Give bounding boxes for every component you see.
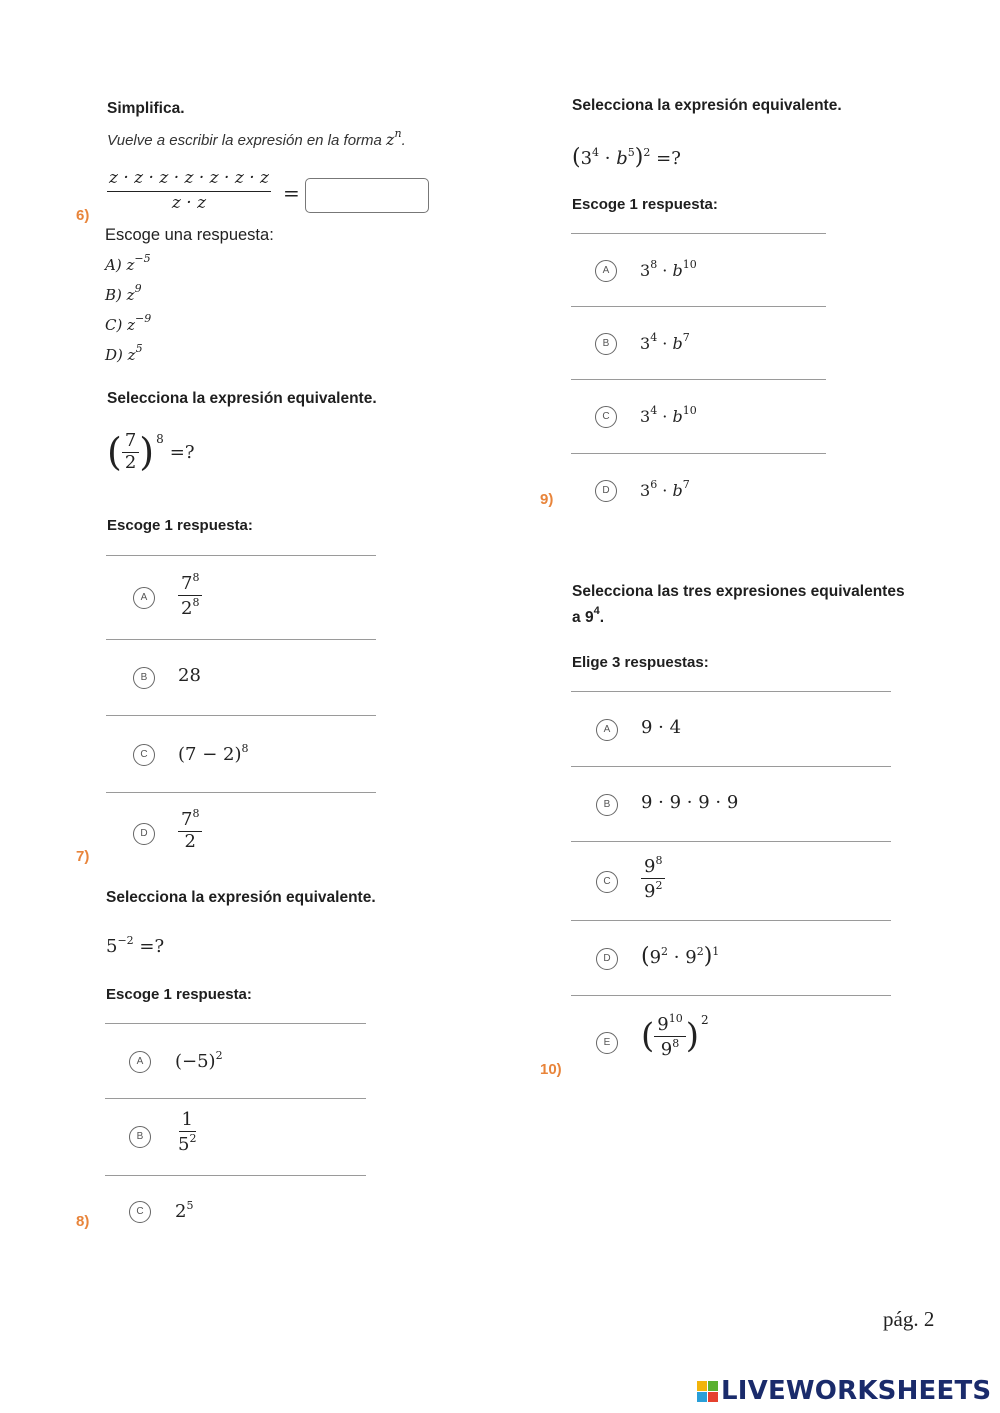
exponent-2: 7 (682, 478, 690, 491)
liveworksheets-logo (697, 1376, 991, 1406)
numerator-base: 7 (181, 809, 193, 830)
logo-tile (708, 1381, 718, 1391)
form-base: z (386, 130, 395, 149)
equals-sign: = (283, 181, 300, 205)
option-d[interactable] (105, 337, 151, 367)
option-base: (−5) (175, 1051, 216, 1072)
page-number: pág. 2 (883, 1307, 935, 1331)
exponent: −2 (117, 934, 134, 947)
question-number: 9) (540, 491, 554, 508)
divider (571, 841, 891, 842)
fraction-numerator: z · z · z · z · z · z · z (107, 170, 271, 192)
numerator-exponent: 10 (668, 1012, 683, 1025)
divider (571, 920, 891, 921)
divider (571, 233, 826, 234)
option-c[interactable] (105, 307, 151, 337)
right-paren: ) (634, 145, 644, 170)
base: 5 (106, 936, 118, 957)
dot: · (662, 407, 668, 426)
option-letter-circle[interactable]: B (596, 794, 618, 816)
option-letter-circle[interactable]: C (595, 406, 617, 428)
divider (105, 1098, 366, 1099)
base-2: 9 (685, 947, 697, 968)
option-letter: B) (105, 286, 122, 304)
option-expression (178, 572, 202, 619)
denominator-exponent: 8 (672, 1036, 680, 1050)
question-number: 10) (540, 1061, 562, 1078)
numerator: 1 (179, 1111, 196, 1132)
option-expression (640, 331, 690, 353)
title-prefix: a (572, 609, 581, 626)
divider (105, 1023, 366, 1024)
option-letter-circle[interactable]: D (133, 823, 155, 845)
answer-input-box[interactable] (305, 178, 429, 213)
logo-tile (697, 1381, 707, 1391)
option-base: z (127, 346, 136, 364)
denominator-base: 9 (644, 880, 656, 902)
equals-question: =? (656, 148, 681, 169)
instruction-text: Vuelve a escribir la expresión en la forma (107, 132, 382, 149)
option-expression (175, 1049, 223, 1072)
question-title: Selecciona la expresión equivalente. (572, 97, 842, 114)
option-base: z (126, 256, 135, 274)
answer-prompt: Escoge 1 respuesta: (106, 986, 252, 1003)
numerator-base: 9 (657, 1014, 669, 1035)
logo-tile (708, 1392, 718, 1402)
option-expression (178, 742, 248, 765)
dot: · (604, 148, 611, 169)
option-letter-circle[interactable]: B (595, 333, 617, 355)
dot: · (662, 261, 668, 280)
exponent-2: 10 (682, 404, 697, 417)
divider (105, 1175, 366, 1176)
power: 8 (156, 432, 164, 446)
question-title: Selecciona las tres expresiones equivalentes (572, 583, 905, 600)
title-end: . (599, 609, 604, 626)
answer-prompt: Escoge una respuesta: (105, 226, 274, 244)
question-expression (572, 145, 681, 170)
base-1: 3 (640, 481, 651, 500)
option-b[interactable] (105, 277, 151, 307)
option-letter-circle[interactable]: B (129, 1126, 151, 1148)
option-letter-circle[interactable]: D (596, 948, 618, 970)
fraction-denominator: z · z (171, 192, 207, 213)
exponent-2: 10 (682, 258, 697, 271)
denominator: 2 (184, 830, 196, 852)
question-number: 6) (76, 207, 90, 224)
denominator-base: 5 (178, 1133, 190, 1155)
logo-text: LIVEWORKSHEETS (721, 1376, 992, 1406)
option-expression (641, 855, 665, 902)
fraction (107, 170, 271, 213)
denominator-base: 2 (181, 597, 193, 619)
logo-tile (697, 1392, 707, 1402)
fraction (178, 808, 202, 852)
numerator-base: 7 (181, 573, 193, 594)
divider (106, 715, 376, 716)
option-expression (175, 1199, 193, 1222)
option-exponent: −9 (135, 312, 152, 325)
numerator-exponent: 8 (192, 571, 200, 584)
dot: · (662, 481, 668, 500)
exponent: 4 (593, 605, 600, 617)
option-expression (640, 258, 697, 280)
numerator-exponent: 8 (655, 854, 663, 867)
fraction (122, 432, 139, 473)
question-instruction (107, 127, 406, 149)
base: 9 (584, 609, 594, 626)
left-paren: ( (572, 145, 581, 170)
left-paren: ( (107, 430, 122, 475)
answer-prompt: Escoge 1 respuesta: (572, 196, 718, 213)
form-expression (386, 127, 402, 149)
option-expression (178, 808, 202, 852)
option-letter: A) (105, 256, 122, 274)
option-expression (641, 1013, 709, 1060)
option-expression: 9 · 4 (641, 717, 682, 738)
divider (571, 379, 826, 380)
option-expression (641, 944, 719, 969)
exponent-1: 6 (650, 478, 658, 491)
exponent-1: 4 (650, 404, 658, 417)
right-paren: ) (685, 1016, 699, 1057)
options-list (105, 247, 151, 367)
base-2: b (672, 261, 683, 280)
option-letter-circle[interactable]: A (133, 587, 155, 609)
option-exponent: −5 (134, 252, 151, 265)
right-paren: ) (139, 430, 155, 475)
option-a[interactable] (105, 247, 151, 277)
option-exponent: 9 (134, 282, 142, 295)
option-letter-circle[interactable]: A (595, 260, 617, 282)
option-expression: 9 · 9 · 9 · 9 (641, 792, 739, 813)
divider (106, 639, 376, 640)
option-letter-circle[interactable]: A (596, 719, 618, 741)
divider (571, 306, 826, 307)
option-letter-circle[interactable]: A (129, 1051, 151, 1073)
fraction (654, 1013, 685, 1060)
option-letter: D) (105, 346, 123, 364)
logo-icon (697, 1381, 718, 1402)
question-expression (107, 432, 194, 473)
equals-question: =? (139, 936, 165, 957)
base-2: b (672, 334, 683, 353)
option-expression (640, 404, 697, 426)
denominator-exponent: 2 (189, 1131, 197, 1145)
option-base: (7 − 2) (178, 744, 242, 765)
question-title: Selecciona la expresión equivalente. (107, 390, 377, 407)
exponent-1: 4 (650, 331, 658, 344)
option-base: 2 (175, 1201, 187, 1222)
denominator-exponent: 2 (655, 878, 663, 892)
exponent-2: 7 (682, 331, 690, 344)
fraction-expression (107, 170, 271, 213)
option-expression (175, 1111, 199, 1155)
fraction (641, 855, 665, 902)
outer-exponent: 2 (700, 1013, 709, 1027)
form-end: . (401, 132, 406, 149)
option-exponent: 5 (186, 1199, 194, 1212)
option-expression: 28 (178, 665, 201, 686)
option-letter-circle[interactable]: E (596, 1032, 618, 1054)
option-letter-circle[interactable]: C (133, 744, 155, 766)
base-1: 3 (580, 148, 593, 169)
base-1: 9 (649, 947, 662, 968)
outer-exponent: 1 (712, 945, 720, 958)
exponent-2: 2 (696, 945, 704, 958)
option-base: z (126, 286, 135, 304)
divider (106, 555, 376, 556)
option-exponent: 2 (215, 1049, 223, 1062)
equals-question: =? (169, 441, 195, 463)
denominator-base: 9 (660, 1038, 673, 1060)
numerator-base: 9 (644, 856, 656, 877)
divider (571, 766, 891, 767)
option-base: z (127, 316, 136, 334)
option-exponent: 5 (135, 342, 143, 355)
base-2: b (616, 148, 628, 169)
denominator-exponent: 8 (192, 595, 200, 609)
divider (571, 453, 826, 454)
option-letter-circle[interactable]: C (596, 871, 618, 893)
exponent-1: 2 (661, 945, 669, 958)
question-title-line-2 (572, 605, 604, 627)
question-number: 8) (76, 1213, 90, 1230)
question-expression (106, 934, 164, 957)
fraction (175, 1111, 199, 1155)
base-1: 3 (640, 334, 651, 353)
option-letter-circle[interactable]: C (129, 1201, 151, 1223)
right-paren: ) (703, 944, 713, 969)
option-expression (640, 478, 690, 500)
base-1: 3 (640, 261, 651, 280)
base-1: 3 (640, 407, 651, 426)
option-letter-circle[interactable]: D (595, 480, 617, 502)
question-title: Simplifica. (107, 100, 185, 117)
divider (106, 792, 376, 793)
base-2: b (672, 407, 683, 426)
option-exponent: 8 (241, 742, 249, 755)
form-exponent: n (394, 127, 402, 140)
exponent-1: 4 (592, 146, 600, 159)
numerator-exponent: 8 (192, 807, 200, 820)
answer-prompt: Elige 3 respuestas: (572, 654, 709, 671)
answer-prompt: Escoge 1 respuesta: (107, 517, 253, 534)
exponent-2: 5 (627, 146, 635, 159)
option-letter-circle[interactable]: B (133, 667, 155, 689)
divider (571, 995, 891, 996)
divider (571, 691, 891, 692)
question-number: 7) (76, 848, 90, 865)
dot: · (673, 947, 680, 968)
fraction (178, 572, 202, 619)
fraction-denominator: 2 (124, 451, 137, 473)
left-paren: ( (641, 1016, 655, 1057)
fraction-numerator: 7 (122, 432, 139, 453)
base-2: b (672, 481, 683, 500)
option-letter: C) (105, 316, 123, 334)
question-title: Selecciona la expresión equivalente. (106, 889, 376, 906)
dot: · (662, 334, 668, 353)
left-paren: ( (641, 944, 650, 969)
exponent-1: 8 (650, 258, 658, 271)
outer-exponent: 2 (643, 146, 651, 159)
